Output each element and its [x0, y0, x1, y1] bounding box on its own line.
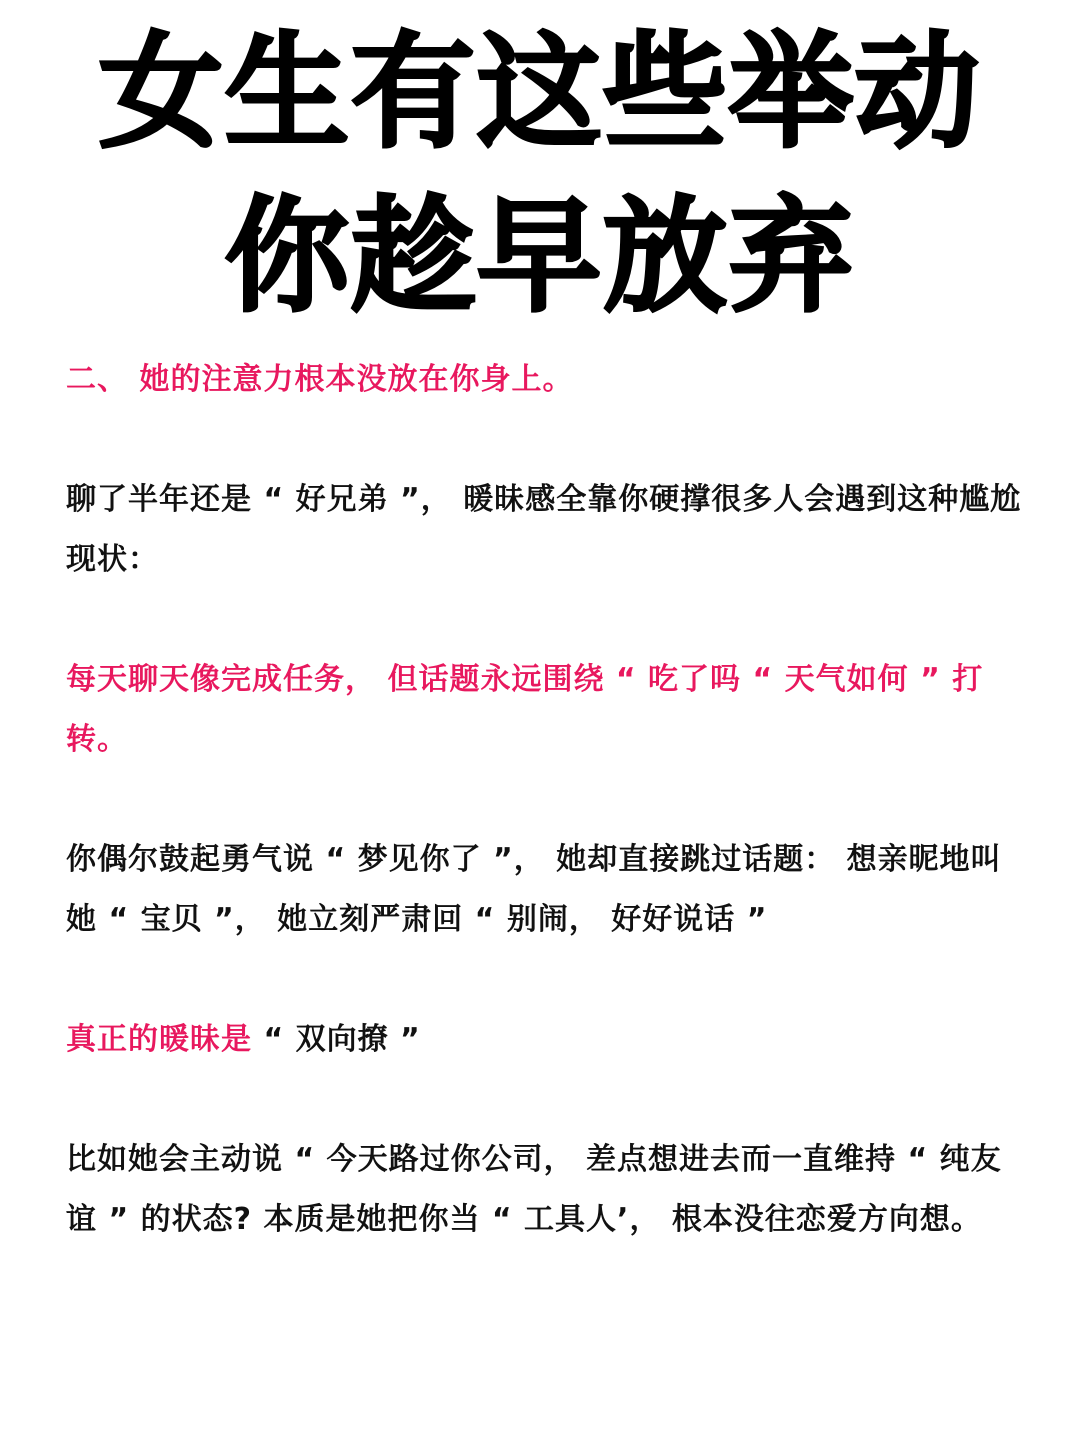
section-heading: 二、 她的注意力根本没放在你身上。	[66, 362, 574, 397]
paragraph-4-highlight: 真正的暖昧是	[66, 1022, 252, 1057]
paragraph-3: 你偶尔鼓起勇气说 “ 梦见你了 ”， 她却直接跳过话题： 想亲昵地叫她 “ 宝贝 ”， 她立刻严肃回 “ 别闹， 好好说话 ”	[66, 842, 1002, 937]
paragraph-2-highlight: 每天聊天像完成任务， 但话题永远围绕 “ 吃了吗 “ 天气如何 ” 打转。	[66, 662, 984, 757]
paragraph-5: 比如她会主动说 “ 今天路过你公司， 差点想进去而一直维持 “ 纯友谊 ” 的状态? 本质是她把你当 “ 工具人’， 根本没往恋爱方向想。	[66, 1142, 1002, 1237]
paragraph-4	[66, 1010, 1026, 1070]
paragraph-1: 聊了半年还是 “ 好兄弟 ”， 暖昧感全靠你硬撑很多人会遇到这种尴尬现状：	[66, 482, 1022, 577]
page-title-line-1: 女生有这些举动	[98, 21, 981, 165]
page-title-line-2: 你趁早放弃	[224, 185, 855, 329]
paragraph-4-quote: “ 双向撩 ”	[252, 1022, 421, 1057]
